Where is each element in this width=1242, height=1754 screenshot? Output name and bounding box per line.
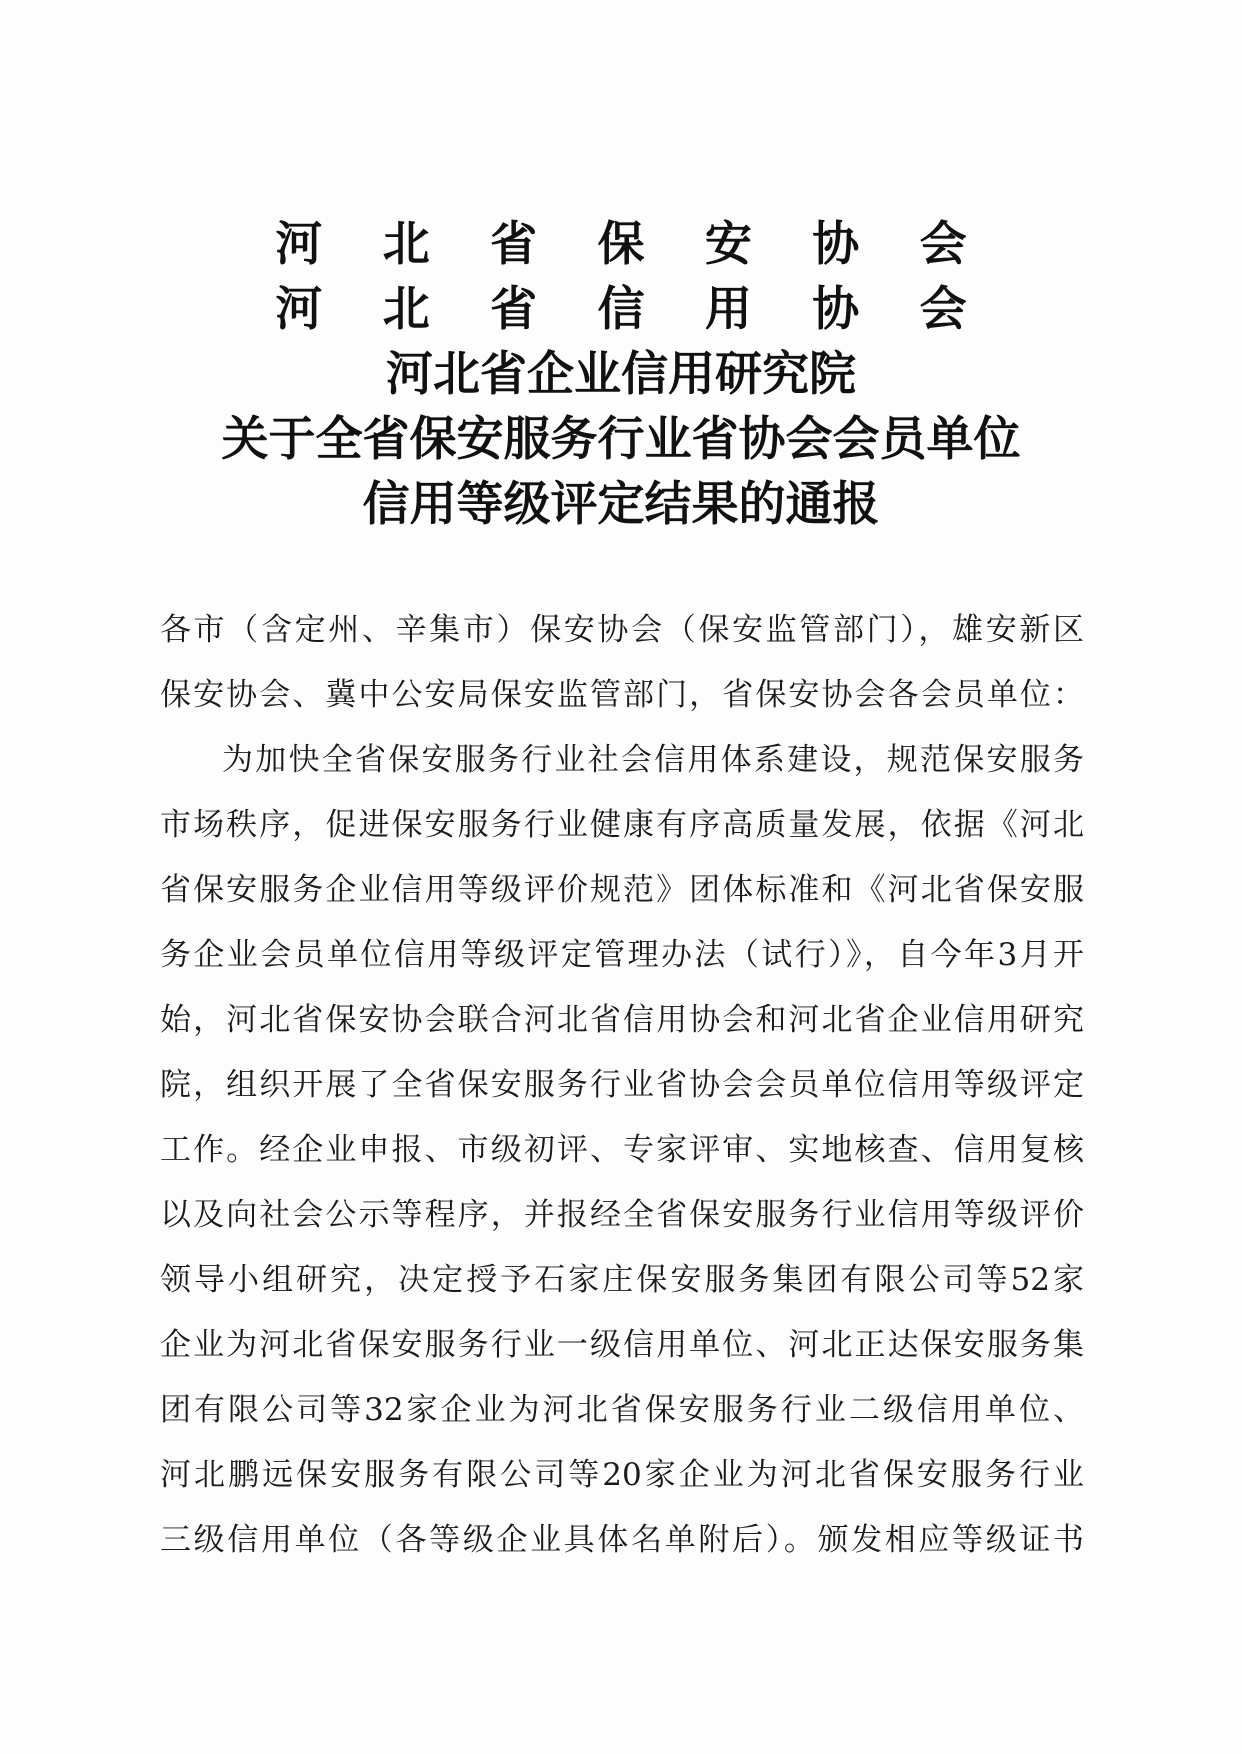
- title-line-subject-1: 关于全省保安服务行业省协会会员单位: [221, 412, 1021, 467]
- body-line: 院，组织开展了全省保安服务行业省协会会员单位信用等级评定: [160, 1067, 1084, 1103]
- addressee-line-2: 保安协会、冀中公安局保安监管部门，省保安协会各会员单位：: [160, 677, 1084, 713]
- body-line: 省保安服务企业信用等级评价规范》团体标准和《河北省保安服: [160, 872, 1084, 908]
- title-line-issuer-1: 河 北 省 保 安 协 会: [275, 217, 989, 272]
- addressee-line-1: 各市（含定州、辛集市）保安协会（保安监管部门），雄安新区: [160, 612, 1084, 648]
- body-line: 企业为河北省保安服务行业一级信用单位、河北正达保安服务集: [160, 1327, 1084, 1363]
- document-title: [0, 212, 1242, 537]
- body-line: 务企业会员单位信用等级评定管理办法（试行）》，自今年3月开: [160, 937, 1084, 973]
- body-line: 为加快全省保安服务行业社会信用体系建设，规范保安服务: [222, 742, 1084, 778]
- body-line: 三级信用单位（各等级企业具体名单附后）。颁发相应等级证书: [160, 1522, 1084, 1558]
- title-line-subject-2: 信用等级评定结果的通报: [362, 477, 880, 532]
- body-line: 市场秩序，促进保安服务行业健康有序高质量发展，依据《河北: [160, 807, 1084, 843]
- body-line: 领导小组研究，决定授予石家庄保安服务集团有限公司等52家: [160, 1262, 1084, 1298]
- title-line-issuer-3: 河北省企业信用研究院: [386, 347, 856, 402]
- title-line-issuer-2: 河 北 省 信 用 协 会: [275, 282, 989, 337]
- body-line: 团有限公司等32家企业为河北省保安服务行业二级信用单位、: [160, 1392, 1084, 1428]
- document-body: [160, 598, 1084, 1573]
- body-line: 以及向社会公示等程序，并报经全省保安服务行业信用等级评价: [160, 1197, 1084, 1233]
- body-line: 河北鹏远保安服务有限公司等20家企业为河北省保安服务行业: [160, 1457, 1084, 1493]
- body-line: 工作。经企业申报、市级初评、专家评审、实地核查、信用复核: [160, 1132, 1084, 1168]
- body-line: 始，河北省保安协会联合河北省信用协会和河北省企业信用研究: [160, 1002, 1084, 1038]
